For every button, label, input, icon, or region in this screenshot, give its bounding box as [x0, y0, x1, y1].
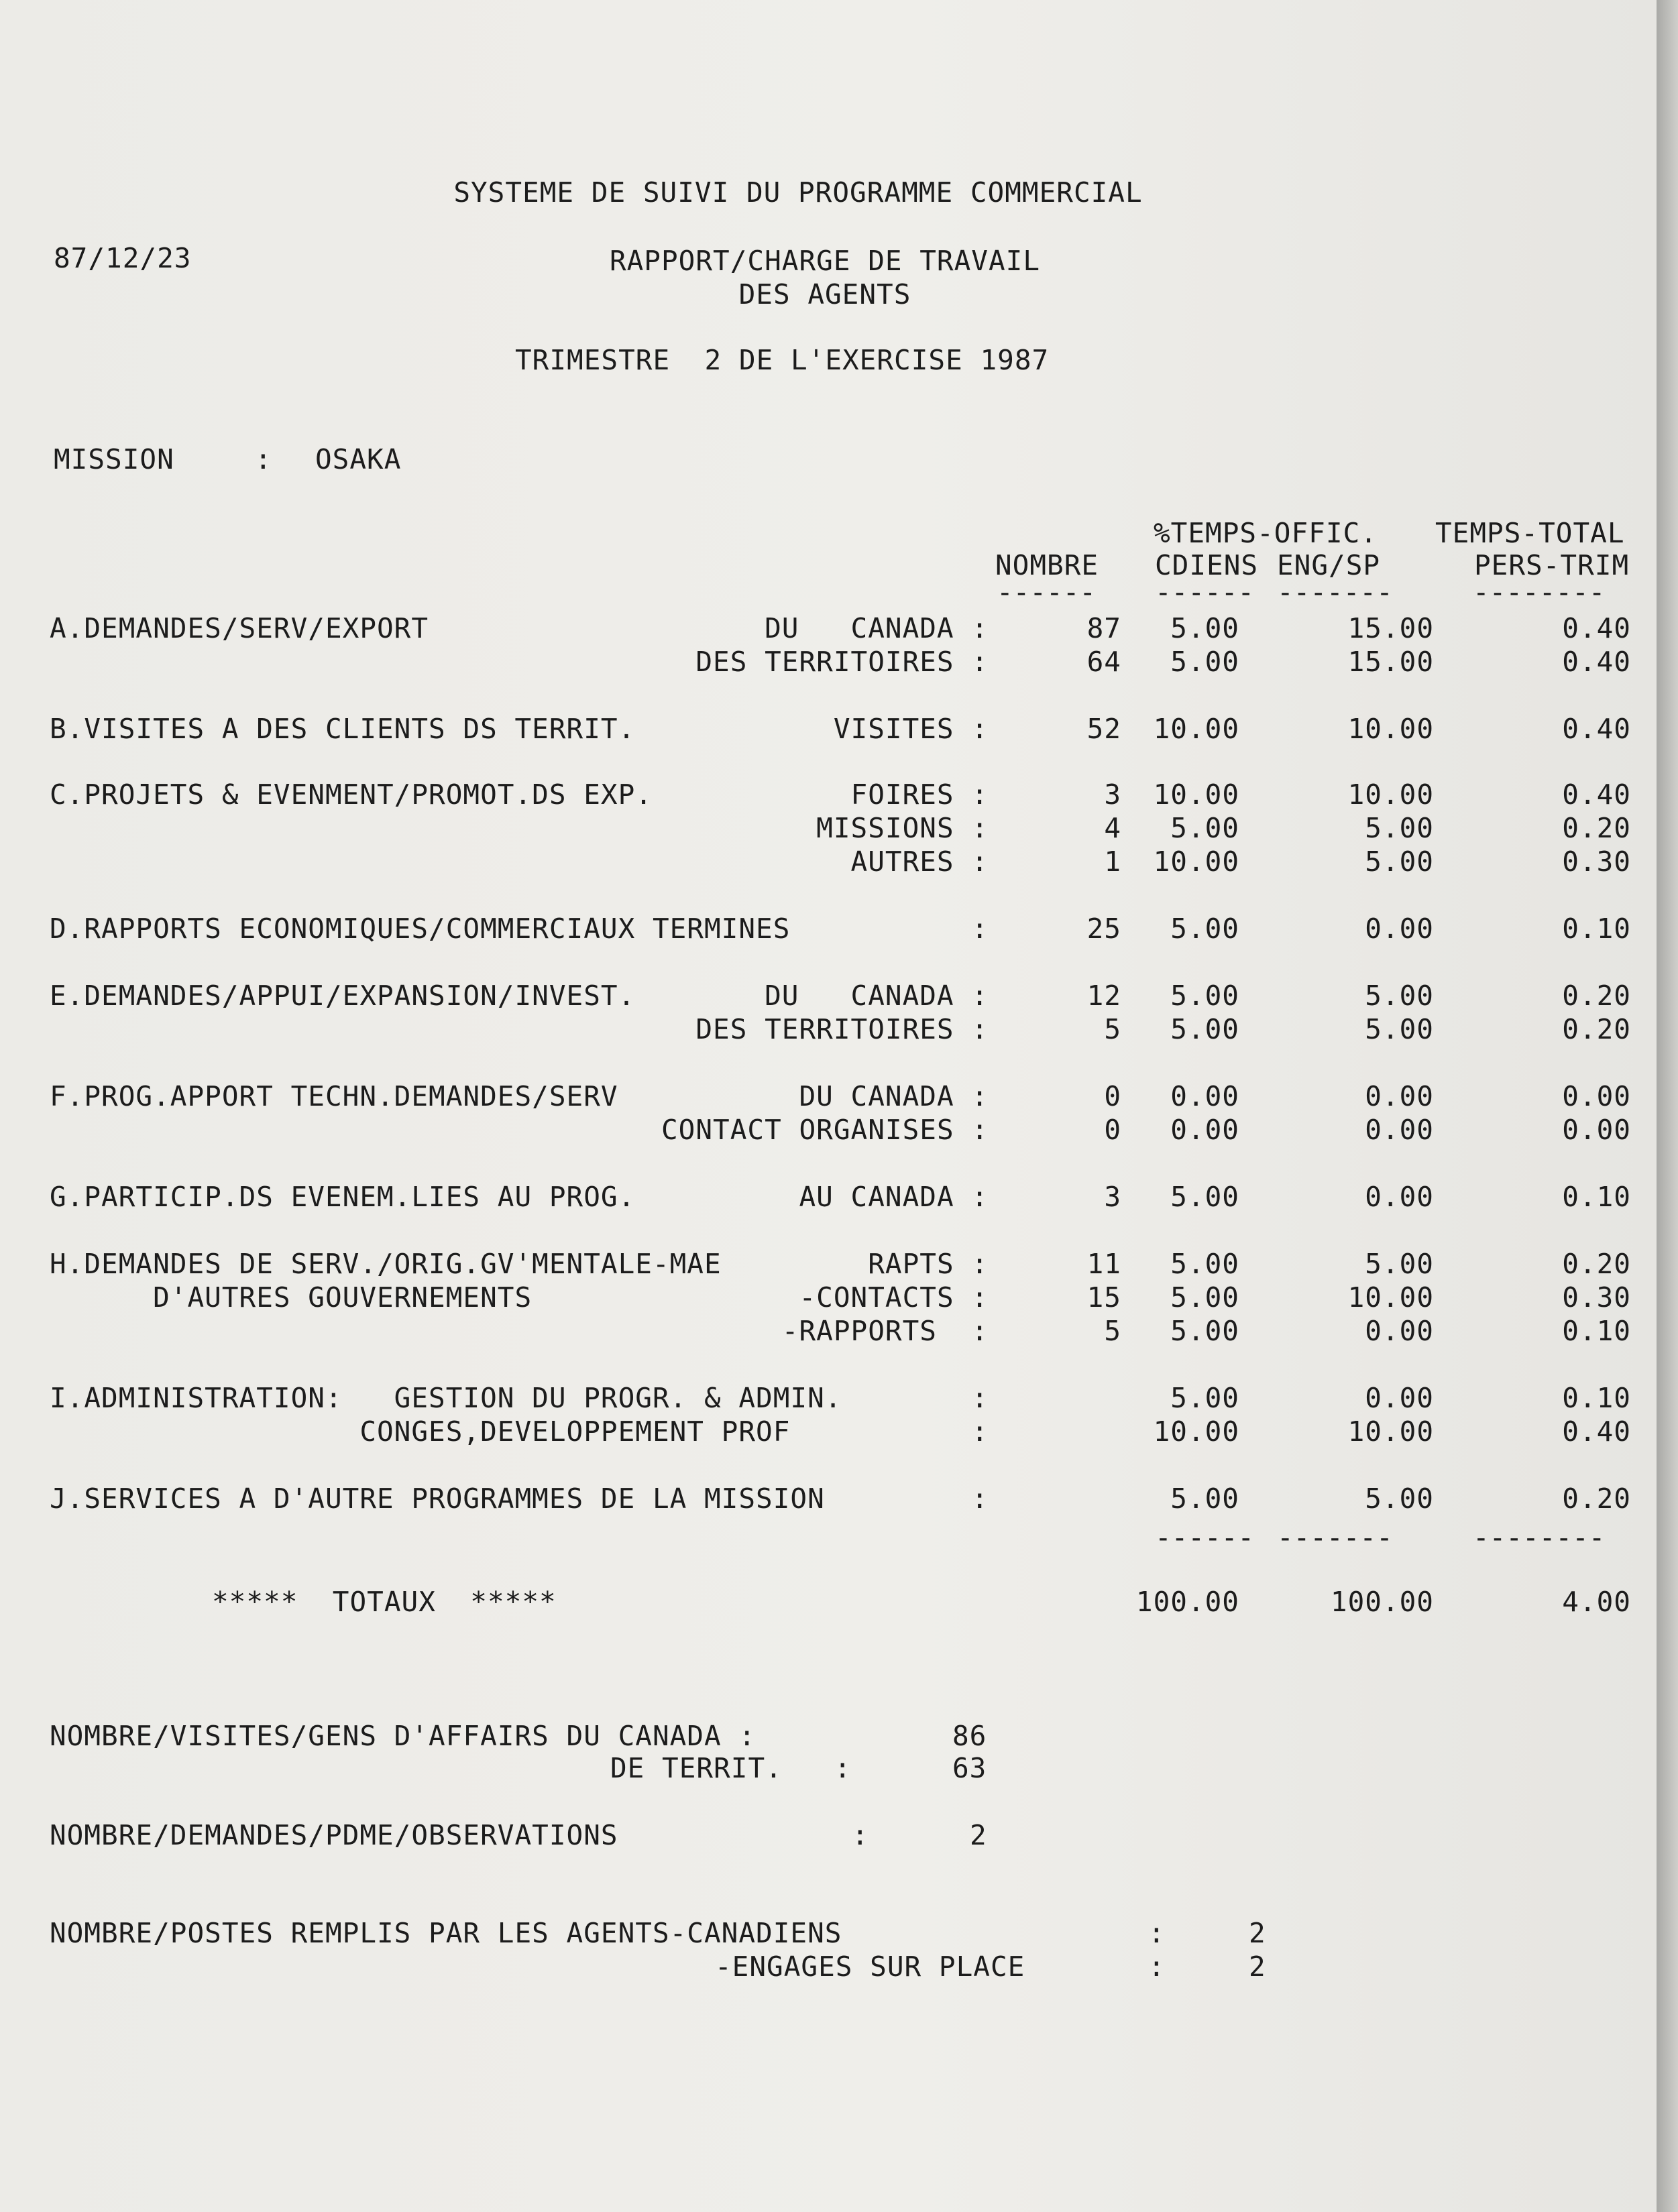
- row-cdiens: 5.00: [1170, 612, 1239, 644]
- col-header-engsp: ENG/SP: [1277, 549, 1381, 581]
- row-cdiens: 5.00: [1170, 1382, 1239, 1414]
- footer-postes-label-place: -ENGAGES SUR PLACE: [715, 1951, 1025, 1983]
- row-subcategory: :: [971, 1382, 989, 1414]
- row-subcategory: VISITES :: [833, 713, 989, 745]
- row-pers-trim: 0.20: [1562, 812, 1631, 844]
- row-pers-trim: 0.40: [1562, 713, 1631, 745]
- row-engsp: 0.00: [1365, 913, 1434, 945]
- row-category: B.VISITES A DES CLIENTS DS TERRIT.: [50, 713, 636, 745]
- row-subcategory: FOIRES :: [850, 778, 989, 811]
- footer-postes-colon-place: :: [1148, 1951, 1166, 1983]
- row-category: F.PROG.APPORT TECHN.DEMANDES/SERV: [50, 1080, 618, 1112]
- report-title: SYSTEME DE SUIVI DU PROGRAMME COMMERCIAL: [453, 176, 1143, 209]
- totals-label: ***** TOTAUX *****: [212, 1586, 557, 1618]
- col-underline-nombre: ------: [997, 576, 1097, 608]
- row-nombre: 4: [1104, 812, 1121, 844]
- row-engsp: 5.00: [1365, 812, 1434, 844]
- row-pers-trim: 0.10: [1562, 1382, 1631, 1414]
- row-engsp: 5.00: [1365, 980, 1434, 1012]
- row-engsp: 15.00: [1347, 612, 1434, 644]
- footer-postes-value-canadiens: 2: [1249, 1917, 1266, 1949]
- row-pers-trim: 0.20: [1562, 1248, 1631, 1280]
- row-nombre: 1: [1104, 846, 1121, 878]
- row-category: A.DEMANDES/SERV/EXPORT: [50, 612, 429, 644]
- totals-engsp: 100.00: [1330, 1586, 1434, 1618]
- row-category: E.DEMANDES/APPUI/EXPANSION/INVEST.: [50, 980, 636, 1012]
- row-pers-trim: 0.00: [1562, 1114, 1631, 1146]
- row-pers-trim: 0.20: [1562, 1013, 1631, 1045]
- mission-value: OSAKA: [315, 443, 402, 475]
- row-nombre: 5: [1104, 1013, 1121, 1045]
- footer-visites-label-territ: DE TERRIT. :: [610, 1752, 852, 1784]
- report-subtitle-line1: RAPPORT/CHARGE DE TRAVAIL: [609, 245, 1041, 277]
- row-engsp: 10.00: [1347, 1415, 1434, 1448]
- row-nombre: 87: [1086, 612, 1121, 644]
- row-nombre: 52: [1086, 713, 1121, 745]
- row-engsp: 0.00: [1365, 1114, 1434, 1146]
- row-nombre: 25: [1086, 913, 1121, 945]
- footer-postes-colon-canadiens: :: [1148, 1917, 1166, 1949]
- row-engsp: 5.00: [1365, 1013, 1434, 1045]
- row-engsp: 5.00: [1365, 1482, 1434, 1515]
- row-cdiens: 0.00: [1170, 1114, 1239, 1146]
- row-cdiens: 5.00: [1170, 1181, 1239, 1213]
- row-subcategory: :: [971, 1415, 989, 1448]
- col-underline-total: --------: [1473, 576, 1606, 608]
- footer-pdme-label: NOMBRE/DEMANDES/PDME/OBSERVATIONS: [50, 1819, 618, 1851]
- row-nombre: 64: [1086, 646, 1121, 678]
- row-engsp: 0.00: [1365, 1382, 1434, 1414]
- totals-pers-trim: 4.00: [1562, 1586, 1631, 1618]
- col-underline-cdiens: ------: [1155, 576, 1255, 608]
- row-cdiens: 5.00: [1170, 1281, 1239, 1314]
- report-subtitle-line2: DES AGENTS: [738, 278, 911, 310]
- footer-visites-label-canada: NOMBRE/VISITES/GENS D'AFFAIRS DU CANADA :: [50, 1720, 757, 1752]
- row-engsp: 10.00: [1347, 778, 1434, 811]
- row-pers-trim: 0.40: [1562, 612, 1631, 644]
- row-pers-trim: 0.10: [1562, 913, 1631, 945]
- row-subcategory: DU CANADA :: [765, 612, 989, 644]
- row-category: C.PROJETS & EVENMENT/PROMOT.DS EXP.: [50, 778, 653, 811]
- row-nombre: 11: [1086, 1248, 1121, 1280]
- row-cdiens: 10.00: [1153, 778, 1239, 811]
- row-nombre: 0: [1104, 1114, 1121, 1146]
- row-cdiens: 5.00: [1170, 980, 1239, 1012]
- row-nombre: 0: [1104, 1080, 1121, 1112]
- mission-colon: :: [255, 443, 272, 475]
- row-pers-trim: 0.10: [1562, 1315, 1631, 1347]
- row-pers-trim: 0.30: [1562, 846, 1631, 878]
- row-subcategory: AUTRES :: [850, 846, 989, 878]
- row-nombre: 3: [1104, 1181, 1121, 1213]
- row-cdiens: 5.00: [1170, 812, 1239, 844]
- row-subcategory: CONTACT ORGANISES :: [661, 1114, 989, 1146]
- row-pers-trim: 0.40: [1562, 1415, 1631, 1448]
- row-subcategory: DU CANADA :: [765, 980, 989, 1012]
- col-header-temps-offic: %TEMPS-OFFIC.: [1154, 517, 1378, 549]
- row-nombre: 5: [1104, 1315, 1121, 1347]
- footer-visites-value-canada: 86: [952, 1720, 987, 1752]
- row-category: D.RAPPORTS ECONOMIQUES/COMMERCIAUX TERMINES: [50, 913, 791, 945]
- col-header-temps-total: TEMPS-TOTAL: [1435, 517, 1625, 549]
- col-underline-engsp: -------: [1277, 576, 1393, 608]
- row-cdiens: 5.00: [1170, 1248, 1239, 1280]
- footer-postes-value-place: 2: [1249, 1951, 1266, 1983]
- report-date: 87/12/23: [54, 242, 192, 274]
- row-cdiens: 5.00: [1170, 646, 1239, 678]
- totals-underline-total: --------: [1473, 1521, 1606, 1554]
- row-cdiens: 5.00: [1170, 913, 1239, 945]
- col-header-cdiens: CDIENS: [1155, 549, 1259, 581]
- row-engsp: 10.00: [1347, 713, 1434, 745]
- row-cdiens: 5.00: [1170, 1315, 1239, 1347]
- row-subcategory: -RAPPORTS :: [781, 1315, 989, 1347]
- row-cdiens: 10.00: [1153, 1415, 1239, 1448]
- row-cdiens: 10.00: [1153, 713, 1239, 745]
- row-category: H.DEMANDES DE SERV./ORIG.GV'MENTALE-MAE: [50, 1248, 722, 1280]
- row-cdiens: 5.00: [1170, 1013, 1239, 1045]
- row-engsp: 0.00: [1365, 1080, 1434, 1112]
- row-engsp: 0.00: [1365, 1315, 1434, 1347]
- row-pers-trim: 0.40: [1562, 646, 1631, 678]
- footer-postes-label-canadiens: NOMBRE/POSTES REMPLIS PAR LES AGENTS-CANADIENS: [50, 1917, 842, 1949]
- row-category: G.PARTICIP.DS EVENEM.LIES AU PROG.: [50, 1181, 636, 1213]
- row-nombre: 12: [1086, 980, 1121, 1012]
- row-engsp: 5.00: [1365, 846, 1434, 878]
- row-pers-trim: 0.40: [1562, 778, 1631, 811]
- row-subcategory: DES TERRITOIRES :: [695, 1013, 989, 1045]
- row-category: I.ADMINISTRATION: GESTION DU PROGR. & ADMIN.: [50, 1382, 842, 1414]
- row-cdiens: 10.00: [1153, 846, 1239, 878]
- row-subcategory: MISSIONS :: [816, 812, 989, 844]
- row-pers-trim: 0.00: [1562, 1080, 1631, 1112]
- totals-underline-engsp: -------: [1277, 1521, 1393, 1554]
- row-nombre: 3: [1104, 778, 1121, 811]
- row-pers-trim: 0.10: [1562, 1181, 1631, 1213]
- row-engsp: 5.00: [1365, 1248, 1434, 1280]
- row-subcategory: :: [971, 913, 989, 945]
- row-engsp: 15.00: [1347, 646, 1434, 678]
- row-category: CONGES,DEVELOPPEMENT PROF: [50, 1415, 791, 1448]
- row-engsp: 0.00: [1365, 1181, 1434, 1213]
- footer-pdme-value: 2: [970, 1819, 987, 1851]
- row-cdiens: 5.00: [1170, 1482, 1239, 1515]
- row-pers-trim: 0.20: [1562, 1482, 1631, 1515]
- col-header-pers-trim: PERS-TRIM: [1474, 549, 1630, 581]
- footer-visites-value-territ: 63: [952, 1752, 987, 1784]
- row-cdiens: 0.00: [1170, 1080, 1239, 1112]
- totals-underline-cdiens: ------: [1155, 1521, 1255, 1554]
- row-category: D'AUTRES GOUVERNEMENTS: [50, 1281, 533, 1314]
- row-subcategory: AU CANADA :: [799, 1181, 989, 1213]
- row-subcategory: RAPTS :: [868, 1248, 989, 1280]
- page-edge-shadow: [1657, 0, 1678, 2212]
- col-header-nombre: NOMBRE: [995, 549, 1099, 581]
- row-pers-trim: 0.20: [1562, 980, 1631, 1012]
- totals-cdiens: 100.00: [1135, 1586, 1239, 1618]
- row-subcategory: -CONTACTS :: [799, 1281, 989, 1314]
- row-subcategory: DES TERRITOIRES :: [695, 646, 989, 678]
- row-category: J.SERVICES A D'AUTRE PROGRAMMES DE LA MISSION: [50, 1482, 825, 1515]
- footer-pdme-colon: :: [852, 1819, 869, 1851]
- report-period: TRIMESTRE 2 DE L'EXERCISE 1987: [515, 344, 1050, 376]
- mission-label: MISSION: [54, 443, 174, 475]
- row-nombre: 15: [1086, 1281, 1121, 1314]
- row-subcategory: DU CANADA :: [799, 1080, 989, 1112]
- row-pers-trim: 0.30: [1562, 1281, 1631, 1314]
- row-subcategory: :: [971, 1482, 989, 1515]
- row-engsp: 10.00: [1347, 1281, 1434, 1314]
